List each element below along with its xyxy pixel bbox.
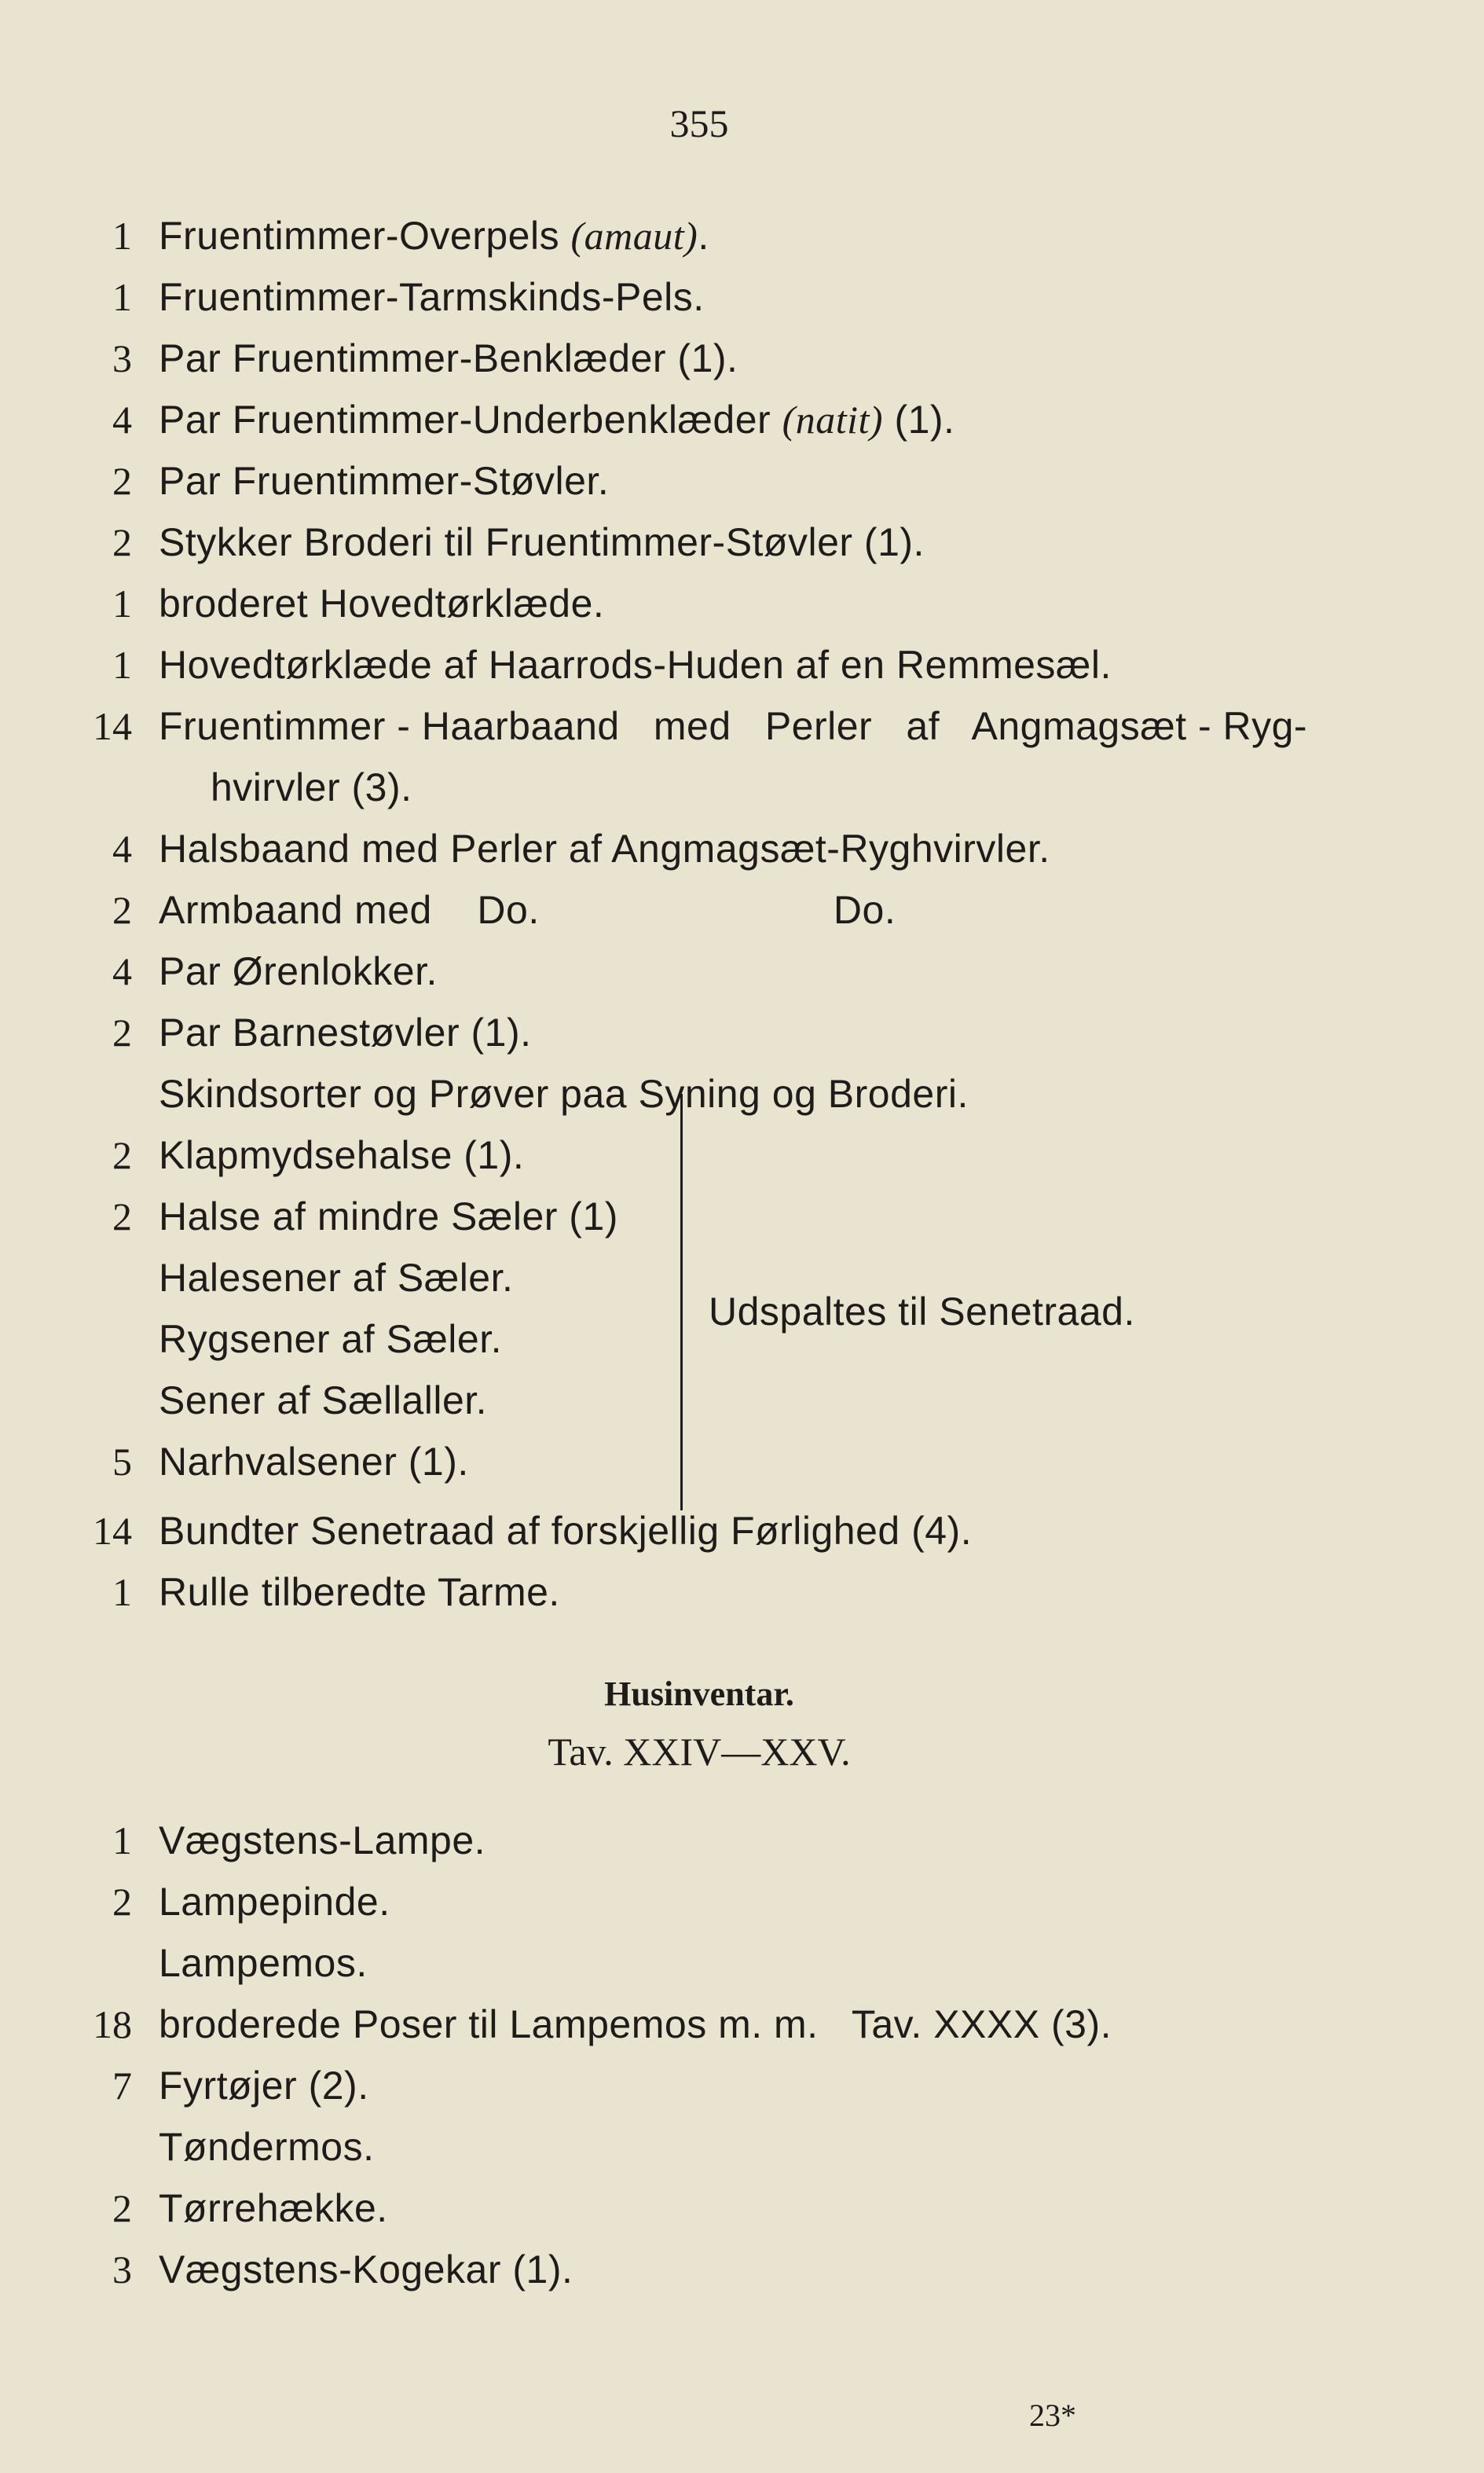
- item-text: Halesener af Sæler.: [159, 1256, 514, 1300]
- item-quantity: 1: [112, 1818, 132, 1862]
- item-text: Fruentimmer-Overpels (amaut).: [159, 214, 709, 258]
- item-quantity: 2: [112, 1011, 132, 1055]
- item-quantity: 2: [112, 888, 132, 932]
- item-text: hvirvler (3).: [211, 765, 412, 809]
- item-text: Tøndermos.: [159, 2125, 375, 2169]
- item-quantity: 2: [112, 1880, 132, 1924]
- item-text: Fruentimmer - Haarbaand med Perler af Angmagsæt - Ryg-: [159, 704, 1308, 748]
- item-native-term: (amaut): [570, 214, 698, 258]
- item-text: Par Fruentimmer-Benklæder (1).: [159, 336, 738, 380]
- item-text: Tørrehække.: [159, 2186, 388, 2230]
- bracket-note: Udspaltes til Senetraad.: [709, 1290, 1135, 1334]
- item-text: Lampemos.: [159, 1941, 368, 1985]
- item-text: Par Fruentimmer-Underbenklæder (natit) (1).: [159, 398, 955, 442]
- item-text: broderede Poser til Lampemos m. m. Tav. XXXX (3).: [159, 2002, 1112, 2046]
- item-quantity: 2: [112, 520, 132, 564]
- item-text: broderet Hovedtørklæde.: [159, 582, 605, 626]
- item-text: Fyrtøjer (2).: [159, 2064, 369, 2108]
- item-quantity: 14: [93, 704, 132, 748]
- item-quantity: 2: [112, 1133, 132, 1177]
- item-text: Fruentimmer-Tarmskinds-Pels.: [159, 275, 705, 319]
- item-text: Par Fruentimmer-Støvler.: [159, 459, 610, 503]
- page-number: 355: [669, 101, 729, 145]
- item-text: Klapmydsehalse (1).: [159, 1133, 525, 1177]
- item-text: Par Ørenlokker.: [159, 949, 438, 993]
- item-text: Vægstens-Lampe.: [159, 1818, 486, 1862]
- item-quantity: 1: [112, 275, 132, 319]
- item-text: Vægstens-Kogekar (1).: [159, 2247, 573, 2291]
- section-subtitle: Tav. XXIV—XXV.: [548, 1730, 851, 1774]
- item-text: Rygsener af Sæler.: [159, 1317, 502, 1361]
- item-quantity: 2: [112, 459, 132, 503]
- section-title: Husinventar.: [604, 1675, 794, 1713]
- item-quantity: 1: [112, 643, 132, 687]
- item-quantity: 3: [112, 2247, 132, 2291]
- item-text: Halsbaand med Perler af Angmagsæt-Ryghvirvler.: [159, 827, 1050, 871]
- item-quantity: 2: [112, 1194, 132, 1238]
- item-text: Skindsorter og Prøver paa Syning og Broderi.: [159, 1072, 969, 1116]
- item-text: Lampepinde.: [159, 1880, 390, 1924]
- item-text: Armbaand med Do. Do.: [159, 888, 896, 932]
- item-text: Bundter Senetraad af forskjellig Førlighed (4).: [159, 1509, 973, 1553]
- item-quantity: 4: [112, 949, 132, 993]
- item-text: Hovedtørklæde af Haarrods-Huden af en Remmesæl.: [159, 643, 1112, 687]
- item-quantity: 18: [93, 2002, 132, 2046]
- item-quantity: 4: [112, 398, 132, 442]
- item-text: Narhvalsener (1).: [159, 1440, 469, 1484]
- item-quantity: 2: [112, 2186, 132, 2230]
- item-quantity: 1: [112, 1570, 132, 1614]
- item-quantity: 7: [112, 2064, 132, 2108]
- item-text: Stykker Broderi til Fruentimmer-Støvler (1).: [159, 520, 925, 564]
- item-quantity: 4: [112, 827, 132, 871]
- item-text: Par Barnestøvler (1).: [159, 1011, 532, 1055]
- item-quantity: 14: [93, 1509, 132, 1553]
- item-quantity: 5: [112, 1440, 132, 1484]
- item-text: Halse af mindre Sæler (1): [159, 1194, 618, 1238]
- item-quantity: 3: [112, 336, 132, 380]
- printer-signature: 23*: [1029, 2398, 1076, 2433]
- item-text: Rulle tilberedte Tarme.: [159, 1570, 560, 1614]
- item-quantity: 1: [112, 214, 132, 258]
- grouping-bracket: [672, 1094, 683, 1510]
- item-text: Sener af Sællaller.: [159, 1378, 488, 1422]
- item-native-term: (natit): [782, 398, 884, 442]
- item-quantity: 1: [112, 582, 132, 626]
